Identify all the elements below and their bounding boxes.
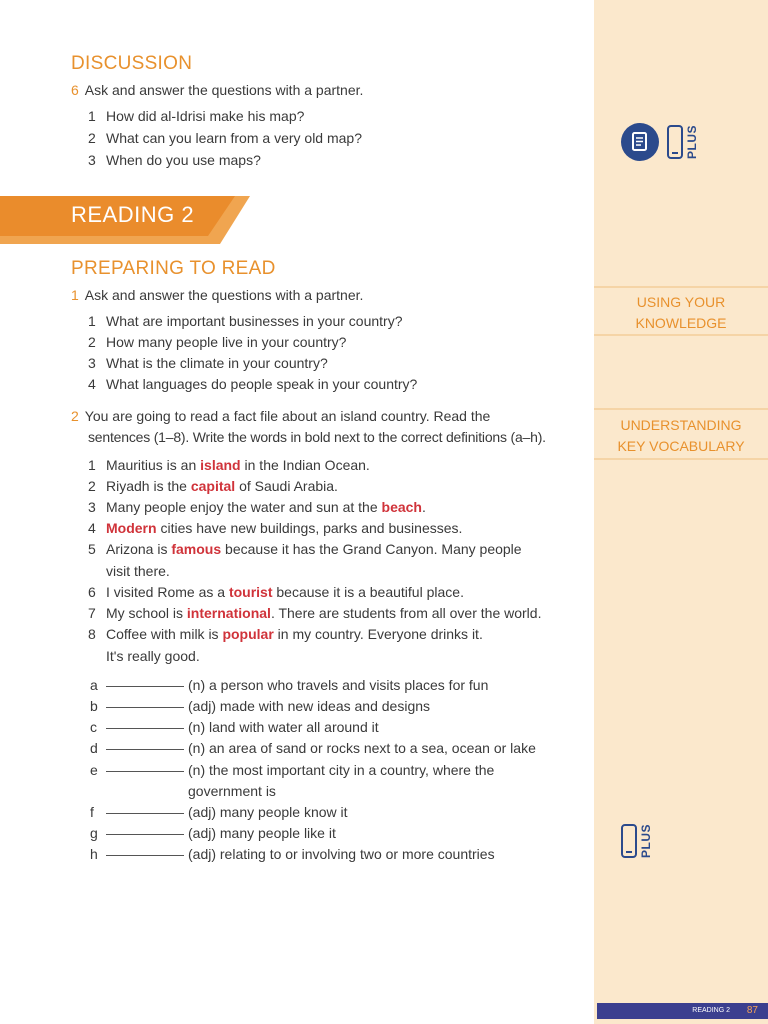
- answer-blank[interactable]: [106, 855, 184, 856]
- list-item: 1 How did al-Idrisi make his map?: [88, 108, 305, 124]
- sentence-item: 6 I visited Rome as a tourist because it is a beautiful place.: [88, 584, 464, 600]
- definition-item: b (adj) made with new ideas and designs: [90, 698, 431, 714]
- resource-icons: [621, 123, 699, 161]
- phone-icon[interactable]: [667, 125, 699, 159]
- sentence-item: 5 Arizona is famous because it has the Grand Canyon. Many people: [88, 541, 522, 557]
- phone-shape: [667, 125, 683, 159]
- divider: [594, 286, 768, 288]
- page-number: 87: [746, 1005, 758, 1016]
- definition-item-cont: government is: [188, 783, 276, 799]
- answer-blank[interactable]: [106, 813, 184, 814]
- list-item: 1 What are important businesses in your country?: [88, 313, 403, 329]
- answer-blank[interactable]: [106, 771, 184, 772]
- task-1-instruction: 1 Ask and answer the questions with a partner.: [71, 287, 364, 303]
- list-item: 3 When do you use maps?: [88, 152, 261, 168]
- sentence-item: 1 Mauritius is an island in the Indian Ocean.: [88, 457, 370, 473]
- sentence-item-cont: visit there.: [106, 563, 170, 579]
- phone-icon[interactable]: [621, 824, 653, 858]
- footer-bar: [597, 1003, 768, 1019]
- sentence-item-cont: It's really good.: [106, 648, 200, 664]
- worksheet-icon[interactable]: [621, 123, 659, 161]
- label-understanding-key-vocabulary: UNDERSTANDING KEY VOCABULARY: [617, 417, 745, 454]
- sentence-item: 2 Riyadh is the capital of Saudi Arabia.: [88, 478, 338, 494]
- definition-item: a (n) a person who travels and visits places for fun: [90, 677, 489, 693]
- phone-shape: [621, 824, 637, 858]
- sentence-item: 3 Many people enjoy the water and sun at the beach.: [88, 499, 426, 515]
- resource-icons-2: [621, 824, 653, 858]
- preparing-heading: PREPARING TO READ: [71, 258, 276, 279]
- label-using-your-knowledge: USING YOUR KNOWLEDGE: [635, 294, 727, 331]
- task-2-instruction: 2 You are going to read a fact file about an island country. Read the: [71, 408, 491, 424]
- answer-blank[interactable]: [106, 686, 184, 687]
- definition-item: h (adj) relating to or involving two or more countries: [90, 846, 495, 862]
- list-item: 3 What is the climate in your country?: [88, 355, 328, 371]
- plus-label: PLUS: [685, 124, 699, 159]
- list-item: 2 How many people live in your country?: [88, 334, 347, 350]
- definition-item: g (adj) many people like it: [90, 825, 336, 841]
- task-2-instruction-cont: sentences (1–8). Write the words in bold next to the correct definitions (a–h).: [88, 429, 546, 445]
- discussion-heading: DISCUSSION: [71, 53, 193, 74]
- answer-blank[interactable]: [106, 707, 184, 708]
- discussion-task: 6 Ask and answer the questions with a partner.: [71, 82, 364, 98]
- section-title: READING 2: [71, 202, 195, 227]
- definition-item: c (n) land with water all around it: [90, 719, 379, 735]
- answer-blank[interactable]: [106, 749, 184, 750]
- definition-item: d (n) an area of sand or rocks next to a sea, ocean or lake: [90, 740, 536, 756]
- list-item: 2 What can you learn from a very old map?: [88, 130, 363, 146]
- divider: [594, 408, 768, 410]
- answer-blank[interactable]: [106, 834, 184, 835]
- definition-item: e (n) the most important city in a country, where the: [90, 762, 495, 778]
- footer-section: READING 2: [692, 1007, 730, 1014]
- sentence-item: 8 Coffee with milk is popular in my country. Everyone drinks it.: [88, 626, 483, 642]
- sentence-item: 7 My school is international. There are students from all over the world.: [88, 605, 542, 621]
- list-item: 4 What languages do people speak in your country?: [88, 376, 418, 392]
- plus-label: PLUS: [639, 824, 653, 859]
- answer-blank[interactable]: [106, 728, 184, 729]
- sentence-item: 4 Modern cities have new buildings, parks and businesses.: [88, 520, 463, 536]
- divider: [594, 334, 768, 336]
- divider: [594, 458, 768, 460]
- definition-item: f (adj) many people know it: [90, 804, 348, 820]
